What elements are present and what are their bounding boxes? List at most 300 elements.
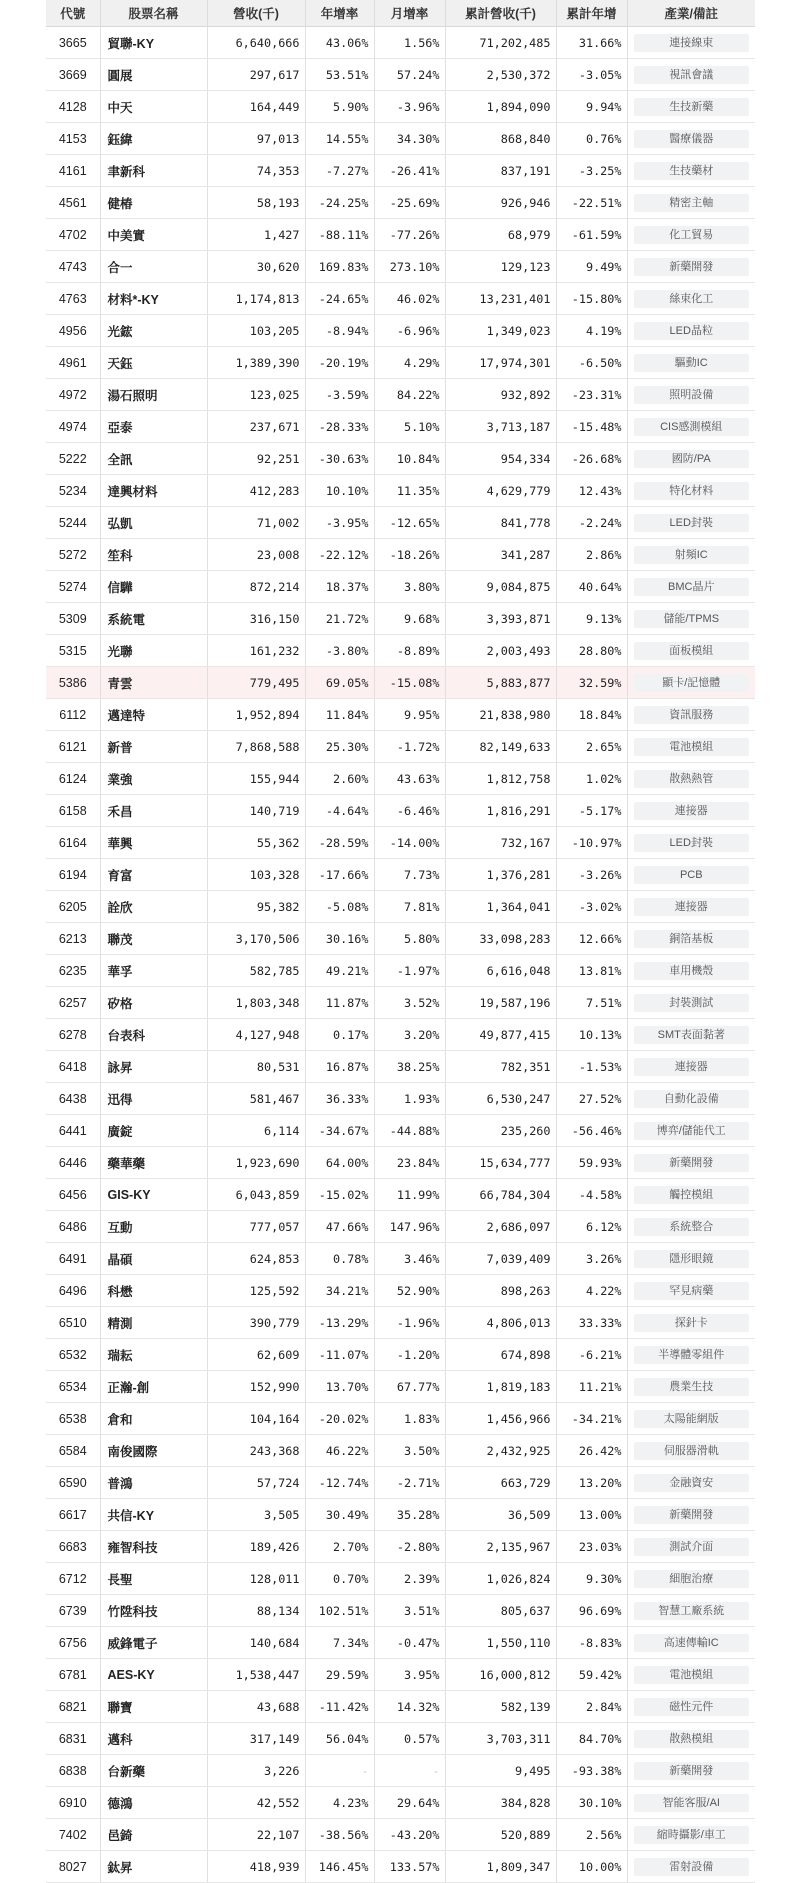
stock-name-cell: 湯石照明 [100,379,207,411]
industry-tag: 智能客服/AI [634,1794,750,1812]
table-row[interactable] [46,1179,755,1211]
table-row[interactable] [46,1275,755,1307]
revenue-cell: 104,164 [207,1403,305,1435]
industry-tag: 高速傳輸IC [634,1634,750,1652]
yoy-cell: 0.70% [305,1563,374,1595]
mom-cell: -26.41% [374,155,445,187]
table-row[interactable] [46,1787,755,1819]
cumulative-yoy-cell: -6.21% [556,1339,627,1371]
stock-name-cell: 南俊國際 [100,1435,207,1467]
industry-note-cell [627,699,755,731]
code-cell: 4161 [46,155,100,187]
mom-cell: 133.57% [374,1851,445,1883]
table-row[interactable] [46,1595,755,1627]
mom-cell: 35.28% [374,1499,445,1531]
stock-name-cell: 台新藥 [100,1755,207,1787]
cumulative-yoy-cell: -15.48% [556,411,627,443]
table-row[interactable] [46,443,755,475]
table-row[interactable] [46,1083,755,1115]
stock-name-cell: 德鴻 [100,1787,207,1819]
industry-note-cell [627,923,755,955]
industry-note-cell [627,1147,755,1179]
stock-name-cell: 新普 [100,731,207,763]
mom-cell: 9.95% [374,699,445,731]
code-cell: 6235 [46,955,100,987]
code-cell: 6486 [46,1211,100,1243]
stock-name-cell: 邁達特 [100,699,207,731]
table-row[interactable] [46,1627,755,1659]
mom-cell: 3.50% [374,1435,445,1467]
table-row[interactable] [46,1499,755,1531]
industry-note-cell [627,1691,755,1723]
cumulative-revenue-cell: 129,123 [445,251,556,283]
mom-cell: 29.64% [374,1787,445,1819]
industry-note-cell [627,635,755,667]
stock-name-cell: 禾昌 [100,795,207,827]
mom-cell: -43.20% [374,1819,445,1851]
revenue-cell: 23,008 [207,539,305,571]
stock-name-cell: 邁科 [100,1723,207,1755]
cumulative-yoy-cell: -3.05% [556,59,627,91]
table-row[interactable] [46,603,755,635]
industry-note-cell [627,347,755,379]
industry-note-cell [627,315,755,347]
code-cell: 8027 [46,1851,100,1883]
code-cell: 5309 [46,603,100,635]
header-stock-name[interactable]: 股票名稱 [100,0,207,27]
stock-name-cell: 圓展 [100,59,207,91]
mom-cell: 38.25% [374,1051,445,1083]
cumulative-yoy-cell: 28.80% [556,635,627,667]
table-row[interactable] [46,763,755,795]
industry-note-cell [627,379,755,411]
cumulative-revenue-cell: 2,432,925 [445,1435,556,1467]
table-row[interactable] [46,1147,755,1179]
table-row[interactable] [46,411,755,443]
mom-cell: -2.80% [374,1531,445,1563]
table-row[interactable] [46,91,755,123]
revenue-cell: 624,853 [207,1243,305,1275]
cumulative-yoy-cell: -93.38% [556,1755,627,1787]
stock-name-cell: 育富 [100,859,207,891]
code-cell: 6213 [46,923,100,955]
code-cell: 6441 [46,1115,100,1147]
cumulative-revenue-cell: 15,634,777 [445,1147,556,1179]
industry-tag: 生技藥材 [634,162,750,180]
revenue-cell: 128,011 [207,1563,305,1595]
code-cell: 7402 [46,1819,100,1851]
mom-cell: 23.84% [374,1147,445,1179]
industry-tag: 散熱模組 [634,1730,750,1748]
revenue-cell: 1,952,894 [207,699,305,731]
code-cell: 5222 [46,443,100,475]
stock-name-cell: 科懋 [100,1275,207,1307]
code-cell: 4561 [46,187,100,219]
stock-name-cell: 廣錠 [100,1115,207,1147]
yoy-cell: -5.08% [305,891,374,923]
mom-cell: 14.32% [374,1691,445,1723]
cumulative-yoy-cell: 96.69% [556,1595,627,1627]
industry-note-cell [627,1115,755,1147]
revenue-cell: 777,057 [207,1211,305,1243]
table-row[interactable] [46,955,755,987]
cumulative-revenue-cell: 6,530,247 [445,1083,556,1115]
table-row[interactable] [46,123,755,155]
code-cell: 6456 [46,1179,100,1211]
table-row[interactable] [46,635,755,667]
stock-name-cell: 雍智科技 [100,1531,207,1563]
revenue-cell: 779,495 [207,667,305,699]
mom-cell: 9.68% [374,603,445,635]
yoy-cell: 146.45% [305,1851,374,1883]
cumulative-revenue-cell: 1,456,966 [445,1403,556,1435]
table-row[interactable] [46,475,755,507]
stock-name-cell: 精測 [100,1307,207,1339]
revenue-cell: 123,025 [207,379,305,411]
yoy-cell: 16.87% [305,1051,374,1083]
code-cell: 6617 [46,1499,100,1531]
mom-cell: 11.35% [374,475,445,507]
header-yoy[interactable]: 年增率 [305,0,374,27]
industry-note-cell [627,1083,755,1115]
industry-tag: 化工貿易 [634,226,750,244]
code-cell: 5315 [46,635,100,667]
table-row[interactable] [46,1563,755,1595]
industry-note-cell [627,1499,755,1531]
header-cumulative-revenue[interactable]: 累計營收(千) [445,0,556,27]
cumulative-revenue-cell: 235,260 [445,1115,556,1147]
stock-name-cell: 竹陞科技 [100,1595,207,1627]
industry-note-cell [627,59,755,91]
table-row[interactable] [46,1659,755,1691]
table-row[interactable] [46,1851,755,1883]
table-row[interactable] [46,1051,755,1083]
yoy-cell: 25.30% [305,731,374,763]
cumulative-revenue-cell: 582,139 [445,1691,556,1723]
industry-tag: LED封裝 [634,514,750,532]
code-cell: 3669 [46,59,100,91]
stock-name-cell: 邑錡 [100,1819,207,1851]
yoy-cell: 43.06% [305,27,374,59]
table-row[interactable] [46,1531,755,1563]
cumulative-yoy-cell: -34.21% [556,1403,627,1435]
cumulative-yoy-cell: 23.03% [556,1531,627,1563]
stock-name-cell: 貿聯-KY [100,27,207,59]
table-row[interactable] [46,155,755,187]
table-row[interactable] [46,1691,755,1723]
cumulative-revenue-cell: 5,883,877 [445,667,556,699]
industry-tag: 博弈/儲能代工 [634,1122,750,1140]
table-header [46,0,755,27]
mom-cell: 1.93% [374,1083,445,1115]
mom-cell: 3.80% [374,571,445,603]
cumulative-revenue-cell: 16,000,812 [445,1659,556,1691]
revenue-cell: 92,251 [207,443,305,475]
industry-tag: 新藥開發 [634,258,750,276]
mom-cell: 67.77% [374,1371,445,1403]
yoy-cell: 14.55% [305,123,374,155]
table-row[interactable] [46,859,755,891]
stock-name-cell: 威鋒電子 [100,1627,207,1659]
stock-name-cell: 系統電 [100,603,207,635]
mom-cell: 3.95% [374,1659,445,1691]
cumulative-revenue-cell: 1,812,758 [445,763,556,795]
cumulative-yoy-cell: 2.56% [556,1819,627,1851]
table-row[interactable] [46,987,755,1019]
table-row[interactable] [46,1819,755,1851]
industry-tag: 絲束化工 [634,290,750,308]
cumulative-yoy-cell: 59.42% [556,1659,627,1691]
yoy-cell: 102.51% [305,1595,374,1627]
revenue-cell: 3,505 [207,1499,305,1531]
yoy-cell: -11.07% [305,1339,374,1371]
yoy-cell: 5.90% [305,91,374,123]
table-row[interactable] [46,1339,755,1371]
cumulative-revenue-cell: 71,202,485 [445,27,556,59]
cumulative-yoy-cell: 31.66% [556,27,627,59]
cumulative-yoy-cell: 84.70% [556,1723,627,1755]
revenue-cell: 74,353 [207,155,305,187]
cumulative-yoy-cell: -56.46% [556,1115,627,1147]
industry-tag: 連接器 [634,1058,750,1076]
cumulative-revenue-cell: 898,263 [445,1275,556,1307]
industry-note-cell [627,155,755,187]
mom-cell: 11.99% [374,1179,445,1211]
stock-name-cell: 倉和 [100,1403,207,1435]
industry-note-cell [627,1435,755,1467]
cumulative-yoy-cell: -5.17% [556,795,627,827]
cumulative-revenue-cell: 805,637 [445,1595,556,1627]
table-row[interactable] [46,795,755,827]
yoy-cell: 21.72% [305,603,374,635]
yoy-cell: 36.33% [305,1083,374,1115]
header-mom[interactable]: 月增率 [374,0,445,27]
table-row[interactable] [46,923,755,955]
industry-tag: 探針卡 [634,1314,750,1332]
table-row[interactable] [46,1435,755,1467]
cumulative-revenue-cell: 3,713,187 [445,411,556,443]
industry-note-cell [627,1019,755,1051]
mom-cell: 147.96% [374,1211,445,1243]
stock-name-cell: 矽格 [100,987,207,1019]
industry-note-cell [627,507,755,539]
industry-tag: CIS感測模組 [634,418,750,436]
industry-note-cell [627,1787,755,1819]
stock-name-cell: 中美實 [100,219,207,251]
table-row[interactable] [46,1115,755,1147]
revenue-cell: 140,684 [207,1627,305,1659]
revenue-cell: 582,785 [207,955,305,987]
mom-cell: 84.22% [374,379,445,411]
yoy-cell: - [305,1755,374,1787]
table-row[interactable] [46,539,755,571]
stock-name-cell: 台表科 [100,1019,207,1051]
mom-cell: 57.24% [374,59,445,91]
stock-name-cell: GIS-KY [100,1179,207,1211]
stock-name-cell: 華興 [100,827,207,859]
header-industry-note[interactable]: 產業/備註 [627,0,755,27]
code-cell: 6584 [46,1435,100,1467]
cumulative-revenue-cell: 2,686,097 [445,1211,556,1243]
table-row[interactable] [46,1403,755,1435]
cumulative-yoy-cell: -4.58% [556,1179,627,1211]
code-cell: 5274 [46,571,100,603]
cumulative-revenue-cell: 9,495 [445,1755,556,1787]
revenue-cell: 97,013 [207,123,305,155]
header-cumulative-yoy[interactable]: 累計年增 [556,0,627,27]
stock-name-cell: 青雲 [100,667,207,699]
table-row[interactable] [46,571,755,603]
mom-cell: 3.52% [374,987,445,1019]
industry-tag: SMT表面黏著 [634,1026,750,1044]
industry-tag: 資訊服務 [634,706,750,724]
code-cell: 4153 [46,123,100,155]
mom-cell: -6.46% [374,795,445,827]
revenue-cell: 55,362 [207,827,305,859]
code-cell: 6438 [46,1083,100,1115]
table-row[interactable] [46,667,755,699]
table-row[interactable] [46,283,755,315]
industry-tag: 縮時攝影/車工 [634,1826,750,1844]
table-row[interactable] [46,1211,755,1243]
industry-note-cell [627,1467,755,1499]
industry-tag: 封裝測試 [634,994,750,1012]
cumulative-yoy-cell: 10.00% [556,1851,627,1883]
table-row[interactable] [46,379,755,411]
stock-name-cell: 聯寶 [100,1691,207,1723]
revenue-cell: 189,426 [207,1531,305,1563]
table-row[interactable] [46,1307,755,1339]
revenue-cell: 155,944 [207,763,305,795]
header-revenue[interactable]: 營收(千) [207,0,305,27]
mom-cell: -8.89% [374,635,445,667]
table-row[interactable] [46,1243,755,1275]
table-row[interactable] [46,59,755,91]
table-row[interactable] [46,315,755,347]
table-row[interactable] [46,251,755,283]
cumulative-yoy-cell: 18.84% [556,699,627,731]
mom-cell: 43.63% [374,763,445,795]
stock-name-cell: 共信-KY [100,1499,207,1531]
industry-note-cell [627,283,755,315]
stock-name-cell: 中天 [100,91,207,123]
industry-tag: 磁性元件 [634,1698,750,1716]
industry-note-cell [627,539,755,571]
mom-cell: -1.97% [374,955,445,987]
table-row[interactable] [46,27,755,59]
cumulative-yoy-cell: 4.19% [556,315,627,347]
revenue-cell: 57,724 [207,1467,305,1499]
mom-cell: 273.10% [374,251,445,283]
industry-note-cell [627,1339,755,1371]
cumulative-revenue-cell: 6,616,048 [445,955,556,987]
table-row[interactable] [46,187,755,219]
stock-name-cell: 長聖 [100,1563,207,1595]
table-row[interactable] [46,1467,755,1499]
table-row[interactable] [46,827,755,859]
stock-name-cell: 弘凱 [100,507,207,539]
cumulative-yoy-cell: 12.43% [556,475,627,507]
cumulative-revenue-cell: 4,629,779 [445,475,556,507]
revenue-cell: 1,174,813 [207,283,305,315]
cumulative-yoy-cell: 9.49% [556,251,627,283]
revenue-table-container [46,0,755,1883]
cumulative-revenue-cell: 49,877,415 [445,1019,556,1051]
header-row [46,0,755,27]
table-row[interactable] [46,699,755,731]
industry-tag: 連接器 [634,802,750,820]
table-row[interactable] [46,219,755,251]
industry-tag: 罕見病藥 [634,1282,750,1300]
industry-note-cell [627,1819,755,1851]
cumulative-revenue-cell: 341,287 [445,539,556,571]
table-row[interactable] [46,1723,755,1755]
header-code[interactable]: 代號 [46,0,100,27]
table-row[interactable] [46,1755,755,1787]
revenue-cell: 297,617 [207,59,305,91]
code-cell: 6124 [46,763,100,795]
industry-note-cell [627,1851,755,1883]
code-cell: 6538 [46,1403,100,1435]
yoy-cell: -20.02% [305,1403,374,1435]
table-row[interactable] [46,891,755,923]
code-cell: 4128 [46,91,100,123]
industry-tag: 伺服器滑軌 [634,1442,750,1460]
cumulative-revenue-cell: 36,509 [445,1499,556,1531]
cumulative-revenue-cell: 2,135,967 [445,1531,556,1563]
yoy-cell: -11.42% [305,1691,374,1723]
industry-note-cell [627,123,755,155]
table-row[interactable] [46,347,755,379]
stock-name-cell: 晶碩 [100,1243,207,1275]
industry-tag: 顯卡/記憶體 [634,674,750,692]
yoy-cell: -3.80% [305,635,374,667]
table-row[interactable] [46,507,755,539]
cumulative-yoy-cell: 9.13% [556,603,627,635]
table-row[interactable] [46,1019,755,1051]
stock-name-cell: 聿新科 [100,155,207,187]
industry-tag: 隱形眼鏡 [634,1250,750,1268]
revenue-cell: 1,538,447 [207,1659,305,1691]
revenue-cell: 1,803,348 [207,987,305,1019]
yoy-cell: -28.59% [305,827,374,859]
revenue-cell: 22,107 [207,1819,305,1851]
revenue-cell: 71,002 [207,507,305,539]
cumulative-revenue-cell: 1,816,291 [445,795,556,827]
stock-name-cell: 華孚 [100,955,207,987]
industry-note-cell [627,1531,755,1563]
cumulative-yoy-cell: -10.97% [556,827,627,859]
mom-cell: 5.80% [374,923,445,955]
stock-name-cell: 健椿 [100,187,207,219]
stock-name-cell: 光聯 [100,635,207,667]
industry-tag: 醫療儀器 [634,130,750,148]
cumulative-yoy-cell: 11.21% [556,1371,627,1403]
mom-cell: 5.10% [374,411,445,443]
table-row[interactable] [46,1371,755,1403]
mom-cell: -2.71% [374,1467,445,1499]
code-cell: 5244 [46,507,100,539]
cumulative-revenue-cell: 1,349,023 [445,315,556,347]
yoy-cell: -4.64% [305,795,374,827]
industry-note-cell [627,987,755,1019]
cumulative-revenue-cell: 21,838,980 [445,699,556,731]
cumulative-revenue-cell: 1,819,183 [445,1371,556,1403]
yoy-cell: 69.05% [305,667,374,699]
table-row[interactable] [46,731,755,763]
code-cell: 4961 [46,347,100,379]
industry-tag: 散熱熱管 [634,770,750,788]
